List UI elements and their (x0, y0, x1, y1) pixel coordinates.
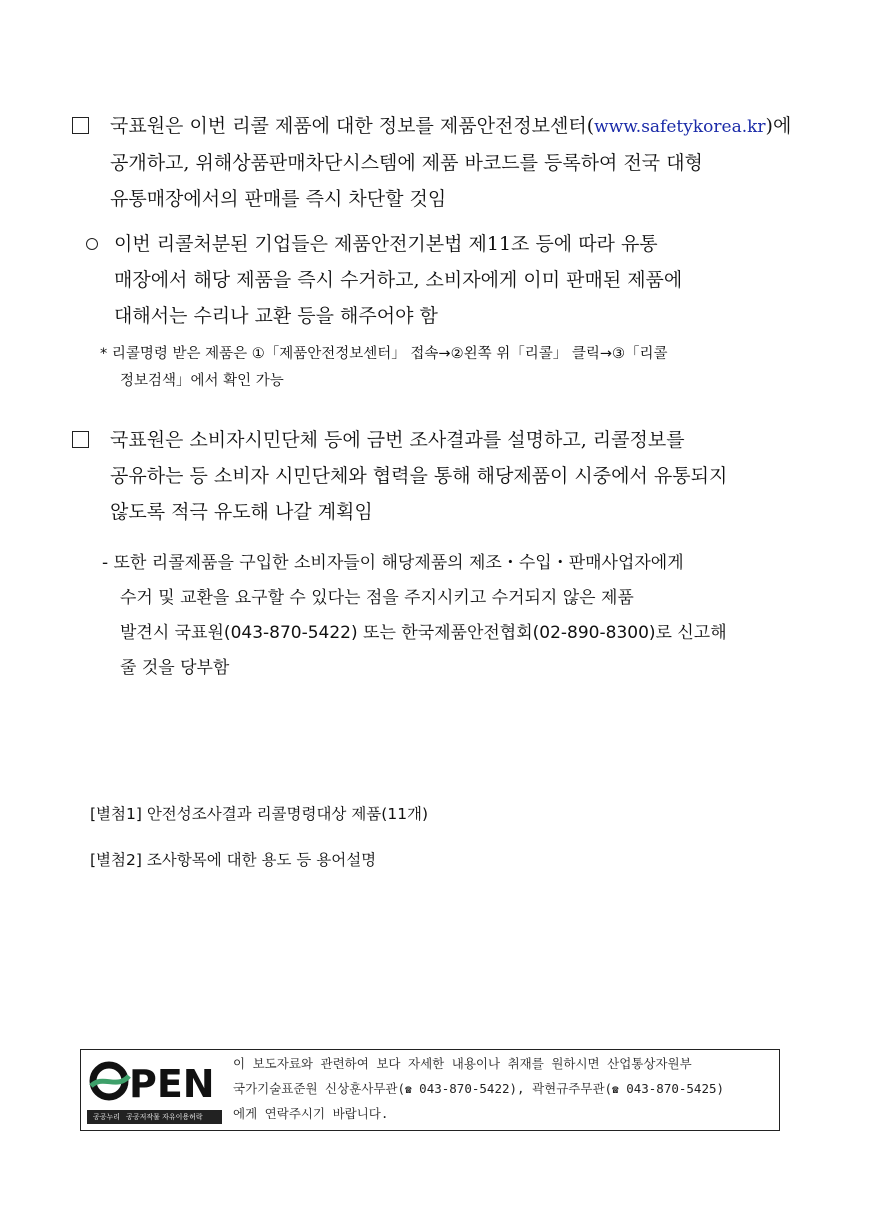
section-announcement-recall-info (72, 108, 792, 217)
kogl-band-right: 공공저작물 자유이용허락 (126, 1113, 203, 1121)
sub1-line1: 이번 리콜처분된 기업들은 제품안전기본법 제11조 등에 따라 유통 (114, 233, 658, 255)
phone-icon: ☎ (405, 1082, 412, 1096)
dash-line2: 수거 및 교환을 요구할 수 있다는 점을 주지시키고 수거되지 않은 제품 (120, 588, 634, 608)
contact-line2-c: 043-870-5425) (618, 1080, 725, 1096)
dash-item-report-request (102, 546, 792, 686)
dash-marker: - (102, 553, 109, 573)
contact-footer-box (80, 1049, 780, 1131)
section1-line1: 국표원은 이번 리콜 제품에 대한 정보를 제품안전정보센터( (110, 115, 595, 137)
dash-line3: 발견시 국표원(043-870-5422) 또는 한국제품안전협회(02-890-8300)로 신고해 (120, 623, 727, 643)
section2-line3: 않도록 적극 유도해 나갈 계획임 (110, 501, 373, 523)
contact-line2-a: 국가기술표준원 신상훈사무관( (233, 1080, 406, 1096)
kogl-band (87, 1110, 222, 1124)
contact-text (233, 1052, 778, 1127)
section2-line1: 국표원은 소비자시민단체 등에 금번 조사결과를 설명하고, 리콜정보를 (110, 429, 685, 451)
contact-line1: 이 보도자료와 관련하여 보다 자세한 내용이나 취재를 원하시면 산업통상자원부 (233, 1056, 692, 1071)
section1-line3: 유통매장에서의 판매를 즉시 차단할 것임 (110, 188, 447, 210)
section2-line2: 공유하는 등 소비자 시민단체와 협력을 통해 해당제품이 시중에서 유통되지 (110, 465, 728, 487)
open-logo-text: PEN (129, 1062, 215, 1106)
square-bullet-icon (72, 117, 89, 134)
circle-bullet-icon (86, 238, 98, 250)
contact-line3: 에게 연락주시기 바랍니다. (233, 1106, 389, 1121)
sub1-line3: 대해서는 수리나 교환 등을 해주어야 함 (114, 305, 438, 327)
open-logo (87, 1056, 222, 1124)
attachment-1[interactable]: [별첨1] 안전성조사결과 리콜명령대상 제품(11개) (90, 805, 429, 823)
safetykorea-link[interactable]: www.safetykorea.kr (594, 117, 766, 137)
section-consumer-groups (72, 422, 792, 530)
phone-icon: ☎ (612, 1082, 619, 1096)
sub-item-company-obligation (86, 226, 786, 334)
note-line1: 리콜명령 받은 제품은 ①「제품안전정보센터」 접속→②왼쪽 위「리콜」 클릭→③「리콜 (111, 346, 668, 362)
open-logo-wordmark (87, 1056, 222, 1108)
note-how-to-check-recall (100, 341, 790, 395)
dash-line4: 줄 것을 당부함 (120, 658, 230, 678)
sub1-line2: 매장에서 해당 제품을 즉시 수거하고, 소비자에게 이미 판매된 제품에 (114, 269, 683, 291)
asterisk-marker: * (100, 346, 108, 362)
contact-line2-b: 043-870-5422), 곽현규주무관( (411, 1080, 613, 1096)
square-bullet-icon (72, 431, 89, 448)
attachment-2[interactable]: [별첨2] 조사항목에 대한 용도 등 용어설명 (90, 851, 377, 869)
note-line2: 정보검색」에서 확인 가능 (120, 373, 284, 389)
section1-line1-tail: )에 (765, 115, 792, 137)
dash-line1: 또한 리콜제품을 구입한 소비자들이 해당제품의 제조・수입・판매사업자에게 (113, 553, 684, 573)
kogl-band-left: 공공누리 (93, 1113, 121, 1121)
section1-line2: 공개하고, 위해상품판매차단시스템에 제품 바코드를 등록하여 전국 대형 (110, 152, 703, 174)
